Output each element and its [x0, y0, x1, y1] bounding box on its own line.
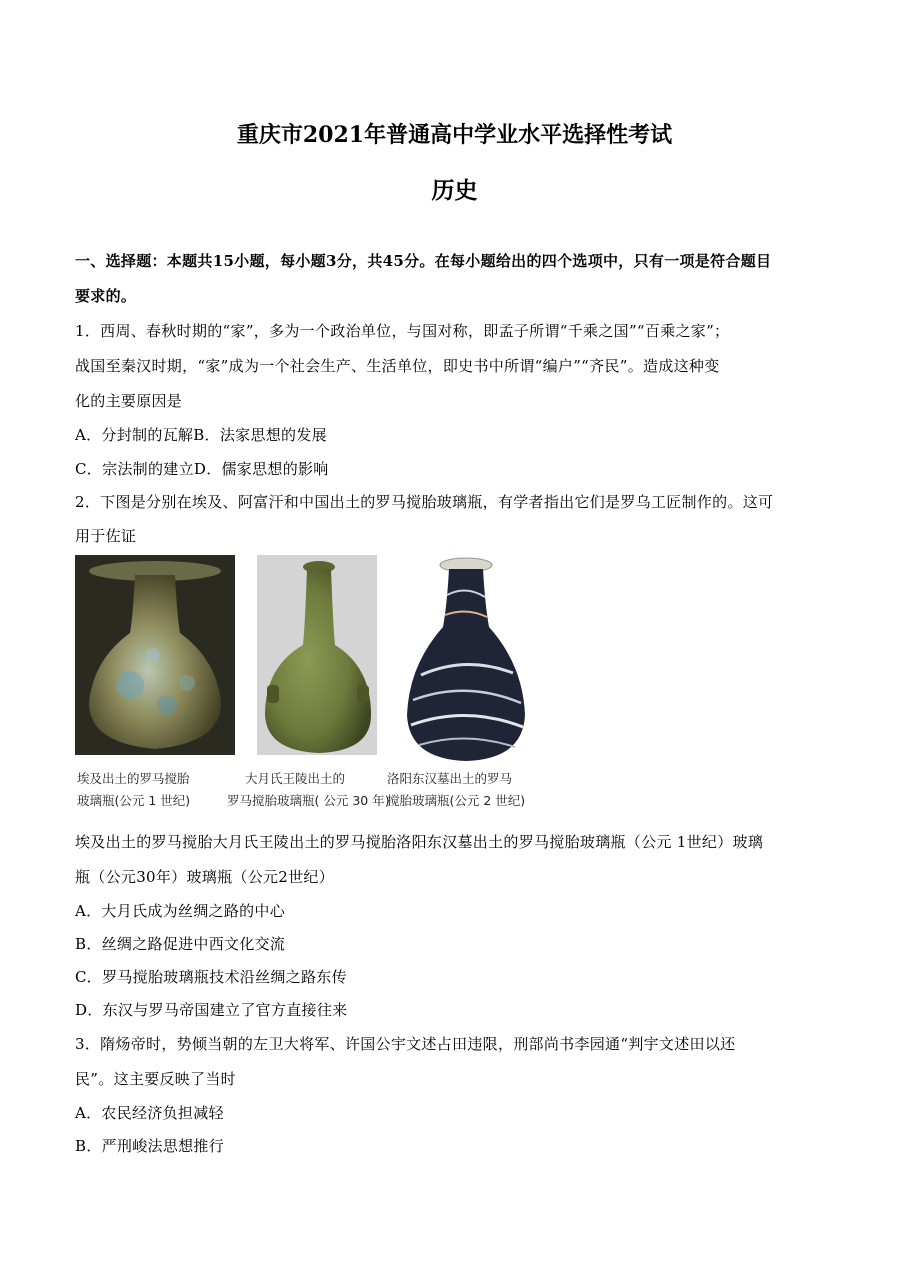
- section-heading-line2: 要求的。: [75, 287, 137, 305]
- q1-stem-line1: 1．西周、春秋时期的“家”，多为一个政治单位，与国对称，即孟子所谓“千乘之国”“百乘之家”；: [75, 322, 730, 340]
- q2-caption-text-line1: 埃及出土的罗马搅胎大月氏王陵出土的罗马搅胎洛阳东汉墓出土的罗马搅胎玻璃瓶（公元 1世纪）玻璃: [75, 833, 764, 851]
- q2-option-d: D．东汉与罗马帝国建立了官方直接往来: [75, 1001, 348, 1019]
- q3-stem-line1: 3．隋炀帝时，势倾当朝的左卫大将军、许国公宇文述占田违限，刑部尚书李园通“判宇文述田以还: [75, 1035, 736, 1053]
- q2-stem-line1: 2．下图是分别在埃及、阿富汗和中国出土的罗马搅胎玻璃瓶，有学者指出它们是罗乌工匠制作的。这可: [75, 493, 774, 511]
- caption-afghanistan-vase: [227, 768, 390, 812]
- q3-stem-line2: 民”。这主要反映了当时: [75, 1070, 236, 1088]
- afghanistan-vase-image: [257, 555, 377, 755]
- caption-afghanistan-line1: 大月氏王陵出土的: [245, 771, 346, 786]
- caption-egypt-line1: 埃及出土的罗马搅胎: [77, 771, 190, 786]
- egypt-vase-image: [75, 555, 235, 755]
- caption-egypt-line2: 玻璃瓶(公元 1 世纪): [77, 793, 191, 808]
- q2-option-c: C．罗马搅胎玻璃瓶技术沿丝绸之路东传: [75, 968, 347, 986]
- luoyang-vase-image: [401, 555, 531, 765]
- caption-afghanistan-line2: 罗马搅胎玻璃瓶( 公元 30 年): [227, 793, 390, 808]
- q1-stem-line3: 化的主要原因是: [75, 392, 183, 410]
- q2-caption-text-line2: 瓶（公元30年）玻璃瓶（公元2世纪）: [75, 868, 335, 886]
- q1-options-cd: C．宗法制的建立D．儒家思想的影响: [75, 460, 329, 478]
- section-heading-line1: 一、选择题：本题共15小题，每小题3分，共45分。在每小题给出的四个选项中，只有一项是符合题目: [75, 252, 772, 270]
- q1-options-ab: A．分封制的瓦解B．法家思想的发展: [75, 426, 327, 444]
- caption-egypt-vase: [77, 768, 190, 812]
- caption-luoyang-vase: [387, 768, 525, 812]
- q3-option-a: A．农民经济负担减轻: [75, 1104, 224, 1122]
- caption-luoyang-line1: 洛阳东汉墓出土的罗马: [387, 771, 513, 786]
- q1-stem-line2: 战国至秦汉时期，“家”成为一个社会生产、生活单位，即史书中所谓“编户”“齐民”。造成这种变: [75, 357, 720, 375]
- q2-option-b: B．丝绸之路促进中西文化交流: [75, 935, 286, 953]
- glass-vase-figure: [75, 555, 615, 815]
- q3-option-b: B．严刑峻法思想推行: [75, 1137, 225, 1155]
- exam-title: 重庆市2021年普通高中学业水平选择性考试: [236, 122, 673, 148]
- q2-option-a: A．大月氏成为丝绸之路的中心: [75, 902, 286, 920]
- q2-stem-line2: 用于佐证: [75, 527, 137, 545]
- subject-title: 历史: [431, 177, 478, 204]
- caption-luoyang-line2: 搅胎玻璃瓶(公元 2 世纪): [387, 793, 526, 808]
